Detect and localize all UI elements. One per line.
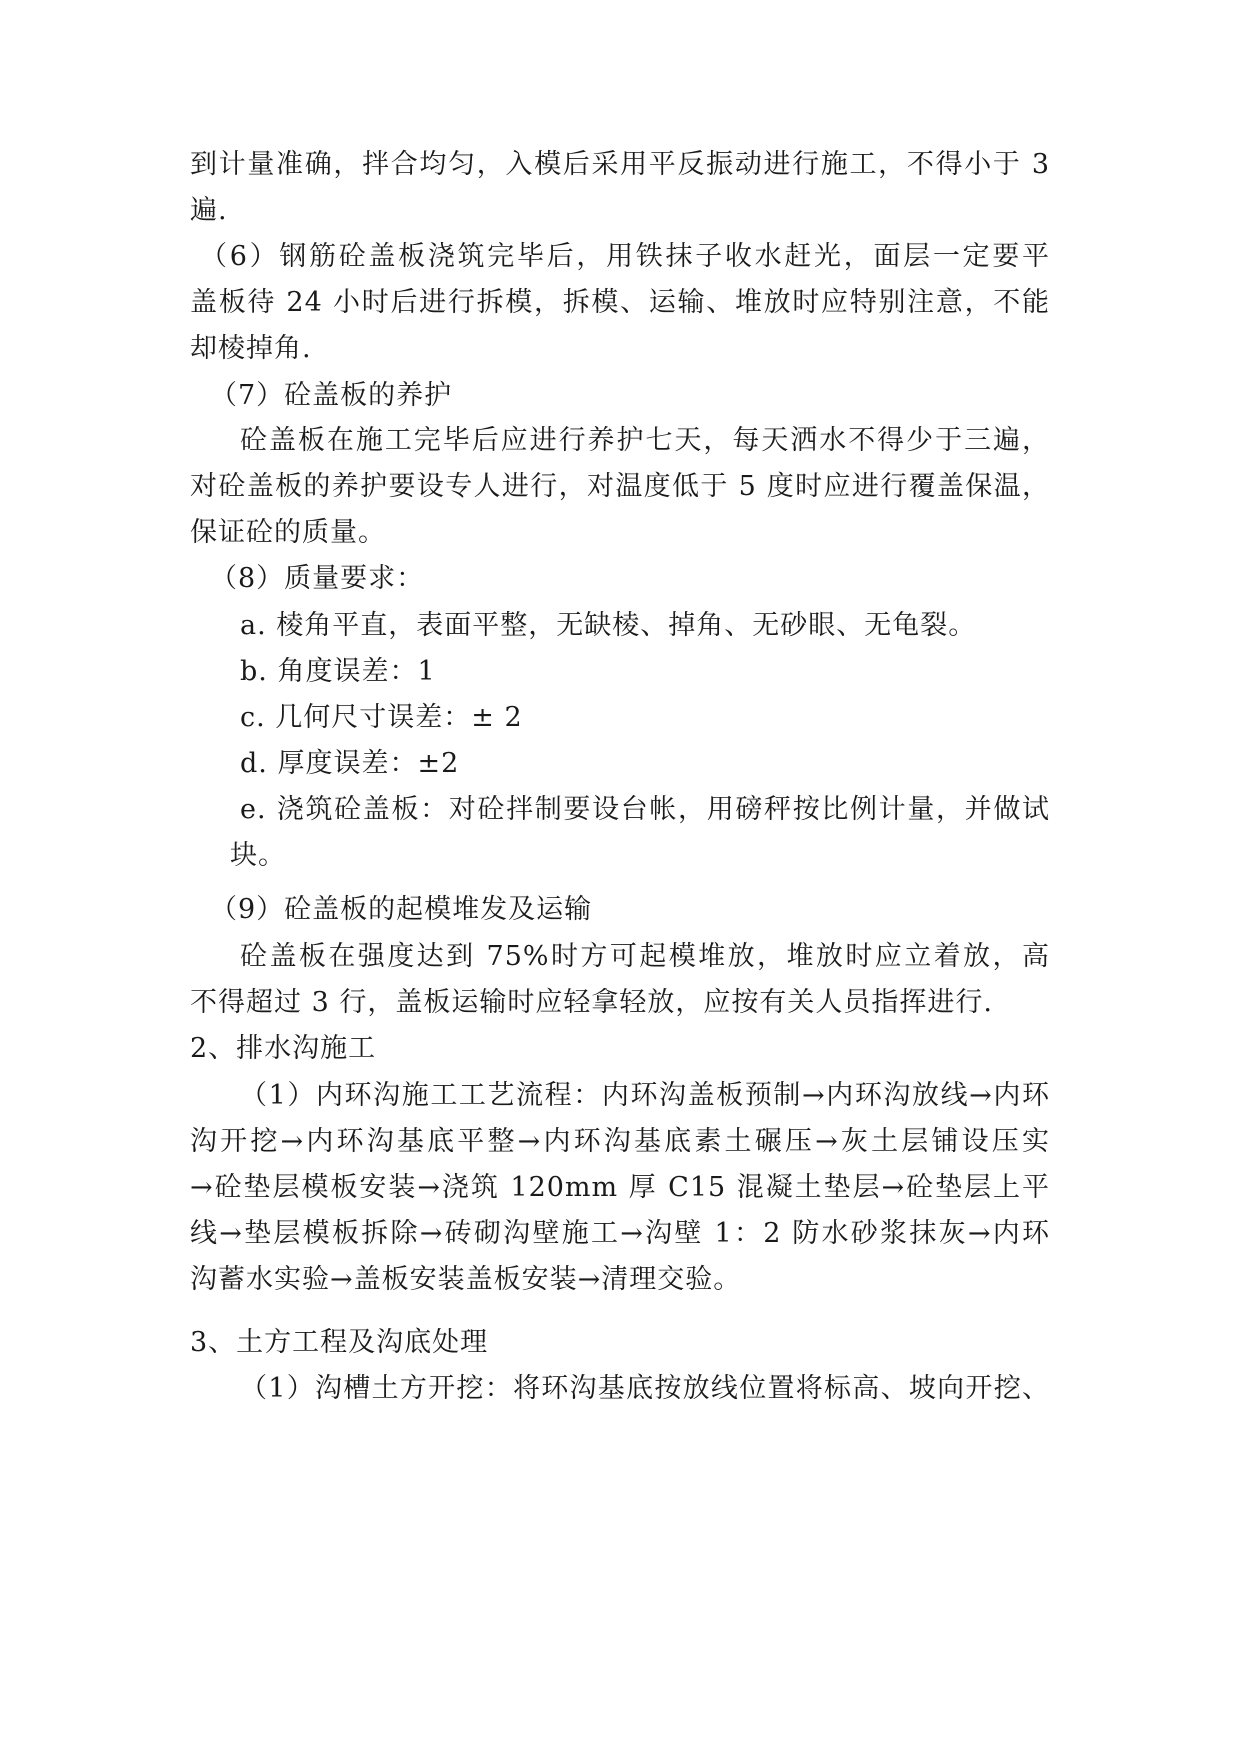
text-line: （6）钢筋砼盖板浇筑完毕后，用铁抹子收水赶光，面层一定要平 bbox=[200, 241, 1050, 272]
text-line: 到计量准确，拌合均匀，入模后采用平反振动进行施工，不得小于 3 bbox=[190, 149, 1050, 180]
section-heading: 2、排水沟施工 bbox=[190, 1033, 377, 1064]
list-item: c. 几何尺寸误差：± 2 bbox=[240, 702, 523, 733]
text-line: →砼垫层模板安装→浇筑 120mm 厚 C15 混凝土垫层→砼垫层上平 bbox=[190, 1172, 1050, 1203]
text-line: 不得超过 3 行，盖板运输时应轻拿轻放，应按有关人员指挥进行. bbox=[190, 987, 993, 1018]
section-heading: （9）砼盖板的起模堆发及运输 bbox=[210, 894, 593, 925]
text-line: 砼盖板在强度达到 75%时方可起模堆放，堆放时应立着放，高 bbox=[240, 941, 1050, 972]
text-line: （1）沟槽土方开挖：将环沟基底按放线位置将标高、坡向开挖、 bbox=[240, 1373, 1050, 1404]
list-item: a. 棱角平直，表面平整，无缺棱、掉角、无砂眼、无龟裂。 bbox=[240, 610, 977, 641]
list-item: d. 厚度误差：±2 bbox=[240, 748, 460, 779]
text-line: 块。 bbox=[230, 840, 286, 871]
text-line: 沟蓄水实验→盖板安装盖板安装→清理交验。 bbox=[190, 1264, 742, 1295]
text-line: 却棱掉角. bbox=[190, 333, 312, 364]
section-heading: （7）砼盖板的养护 bbox=[210, 380, 453, 411]
text-line: 线→垫层模板拆除→砖砌沟壁施工→沟壁 1：2 防水砂浆抹灰→内环 bbox=[190, 1218, 1050, 1249]
text-line: （1）内环沟施工工艺流程：内环沟盖板预制→内环沟放线→内环 bbox=[240, 1080, 1050, 1111]
text-line: 对砼盖板的养护要设专人进行，对温度低于 5 度时应进行覆盖保温， bbox=[190, 471, 1050, 502]
section-heading: （8）质量要求： bbox=[210, 563, 425, 594]
text-line: 盖板待 24 小时后进行拆模，拆模、运输、堆放时应特别注意，不能 bbox=[190, 287, 1050, 318]
list-item: e. 浇筑砼盖板：对砼拌制要设台帐，用磅秤按比例计量，并做试 bbox=[240, 794, 1050, 825]
section-heading: 3、土方工程及沟底处理 bbox=[190, 1327, 489, 1358]
text-line: 遍. bbox=[190, 195, 228, 226]
text-line: 保证砼的质量。 bbox=[190, 517, 386, 548]
list-item: b. 角度误差：1 bbox=[240, 656, 436, 687]
text-line: 沟开挖→内环沟基底平整→内环沟基底素土碾压→灰土层铺设压实 bbox=[190, 1126, 1050, 1157]
text-line: 砼盖板在施工完毕后应进行养护七天，每天洒水不得少于三遍， bbox=[240, 425, 1050, 456]
